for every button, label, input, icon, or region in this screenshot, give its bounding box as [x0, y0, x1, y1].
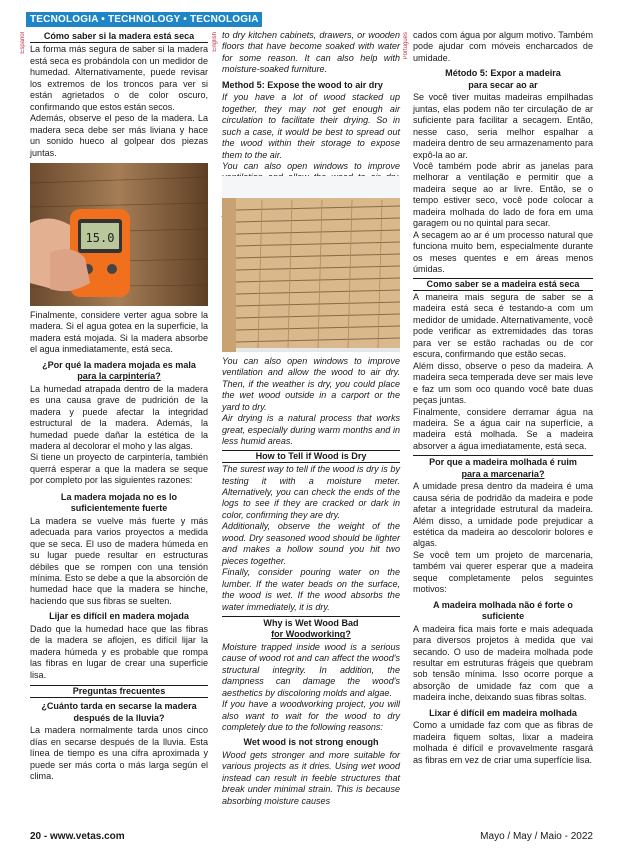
- paragraph: If you have a lot of wood stacked up together, they may not get enough air circulation to facilitate their drying. So in such a case, it would be best to spread out the wood within their storage to expose them to the air.: [222, 92, 400, 160]
- heading-metodo-5: Método 5: Expor a madeira para secar ao ar: [445, 68, 561, 90]
- heading-not-strong: Wet wood is not strong enough: [243, 737, 379, 748]
- heading-preguntas: Preguntas frecuentes: [30, 685, 208, 698]
- column-english: [222, 30, 400, 807]
- lang-tag-english: English: [212, 32, 218, 52]
- paragraph: Você também pode abrir as janelas para melhorar a ventilação e permitir que a madeira seque ao ar livre. Então, se o tempo estiver seco, você pode colocar a madeira molhada do lado de fora em uma garagem ou no quintal para secar.: [413, 160, 593, 229]
- paragraph: Moisture trapped inside wood is a serious cause of wood rot and can affect the wood's structural integrity. In addition, the dampness can damage the wood's aesthetics by discoloring molds and algae.: [222, 641, 400, 698]
- paragraph: You can also open windows to improve: [222, 160, 400, 171]
- paragraph: Além disso, observe o peso da madeira. A madeira seca temperada deve ser mais leve e faz um som oco quando você bate duas peças juntas.: [413, 360, 593, 406]
- paragraph: A maneira mais segura de saber se a madeira está seca é testando-a com um medidor de umidade. Alternativamente, você pode verificar as extremidades das toras para ver se estão rachadas ou de cor escura, confirmando que estão secas.: [413, 291, 593, 360]
- paragraph: Se você tiver muitas madeiras empilhadas juntas, elas podem não ter circulação de ar suficiente para facilitar a secagem. Então, nesse caso, seria melhor espalhar a madeira dentro de seu armazenamento para expô-la ao ar.: [413, 92, 593, 160]
- meter-reading: 15.0: [85, 230, 115, 245]
- paragraph: Se você tem um projeto de marcenaria, também vai querer esperar que a madeira seque completamente pelos seguintes motivos:: [413, 549, 593, 595]
- section-banner: TECNOLOGIA • TECHNOLOGY • TECNOLOGIA: [26, 12, 262, 27]
- lang-tag-portuguese: Português: [403, 32, 409, 60]
- paragraph: La madera normalmente tarda unos cinco días en secarse después de la lluvia. Esta línea de tiempo es una cifra aproximada y puede ser más corta o más larga según el clima.: [30, 725, 208, 782]
- heading-por-que: ¿Por qué la madera mojada es mala para la carpintería?: [42, 359, 196, 382]
- heading-why-wet: Why is Wet Wood Bad for Woodworking?: [222, 616, 400, 641]
- heading-lixar: Lixar é difícil em madeira molhada: [429, 707, 577, 718]
- paragraph: Finally, consider pouring water on the lumber. If the water beads on the surface, the wood is wet. If the wood absorbs the water immediately, it is dry.: [222, 567, 400, 612]
- paragraph: Dado que la humedad hace que las fibras de la madera se aflojen, es difícil lijar la madera húmeda y es probable que rompa las fibras en lugar de crear una superficie lisa.: [30, 623, 208, 680]
- paragraph: Si tiene un proyecto de carpintería, también querrá esperar a que la madera se seque por completo por las siguientes razones:: [30, 452, 208, 486]
- paragraph: La humedad atrapada dentro de la madera es una causa grave de pudrición de la madera y puede afectar la integridad estructural de la madera. Además, la humedad puede dañar la estética de la madera al decolorar el moho y las algas.: [30, 383, 208, 451]
- paragraph: Air drying is a natural process that works great, especially during warm months and in less humid areas.: [222, 413, 400, 447]
- paragraph: Additionally, observe the weight of the wood. Dry seasoned wood should be lighter and makes a hollow sound you hit two pieces together.: [222, 521, 400, 566]
- column-portuguese: [413, 30, 593, 766]
- column-spanish: [30, 30, 208, 783]
- heading-como-saber: Cómo saber si la madera está seca: [30, 31, 208, 43]
- heading-how-to-tell: How to Tell if Wood is Dry: [222, 450, 400, 463]
- paragraph: You can also open windows to improve ventilation and allow the wood to air dry. Then, if the weather is dry, you could place the wet wood outside in a carport or the yard to dry.: [222, 355, 400, 412]
- paragraph: A madeira fica mais forte e mais adequada para diversos projetos à medida que vai secando. O uso de madeira molhada pode resultar em estruturas frágeis que quebram sob tensão mínima. Isso ocorre porque a absorção de umidade faz com que a madeira inche, deixando suas fibras soltas.: [413, 623, 593, 703]
- heading-method-5: Method 5: Expose the wood to air dry: [222, 79, 383, 90]
- paragraph: A umidade presa dentro da madeira é uma causa séria de podridão da madeira e pode afetar a integridade estrutural da madeira. Além disso, a umidade pode prejudicar a estética da madeira ao descolorir bolores e algas.: [413, 481, 593, 549]
- moisture-meter-photo: [30, 163, 208, 306]
- paragraph: Además, observe el peso de la madera. La madera seca debe ser más liviana y hace un sonido hueco al golpear dos piezas juntas.: [30, 113, 208, 158]
- stacked-lumber-photo: [222, 176, 400, 352]
- heading-lijar: Lijar es difícil en madera mojada: [49, 611, 189, 622]
- paragraph: to dry kitchen cabinets, drawers, or wooden floors that have become soaked with water for some reason. It can also help with moisture-soaked furniture.: [222, 30, 400, 75]
- paragraph: The surest way to tell if the wood is dry is by testing it with a moisture meter. Alternatively, you can check the ends of the logs to see if they are cracked or dark in color, confirming they are dry.: [222, 464, 400, 520]
- paragraph: La madera se vuelve más fuerte y más adecuada para varios proyectos a medida que se seca. El uso de madera húmeda en su lugar puede resultar en estructuras débiles que se rompen con una tensión mínima. Esto se debe a que la absorción de humedad hace que la madera se hinche, haciendo que sus fibras se suelten.: [30, 515, 208, 606]
- paragraph: Wood gets stronger and more suitable for various projects as it dries. Using wet wood instead can result in feeble structures that break under minimal strain. This is because absorbing moisture causes: [222, 749, 400, 806]
- heading-no-fuerte: La madera mojada no es lo suficientemente fuerte: [60, 491, 178, 514]
- footer-issue-date: Mayo / May / Maio - 2022: [480, 831, 593, 842]
- heading-por-que-pt: Por que a madeira molhada é ruim para a marcenaria?: [413, 455, 593, 480]
- paragraph: Como a umidade faz com que as fibras de madeira fiquem soltas, lixar a madeira molhada é difícil e provavelmente rasgará as fibras em vez de criar uma superfície lisa.: [413, 720, 593, 765]
- heading-como-saber-pt: Como saber se a madeira está seca: [413, 278, 593, 291]
- paragraph: If you have a woodworking project, you will also want to wait for the wood to dry completely due to the following reasons:: [222, 699, 400, 733]
- heading-nao-forte: A madeira molhada não é forte o suficiente: [433, 599, 573, 622]
- paragraph: A secagem ao ar é um processo natural que funciona muito bem, especialmente durante os meses quentes e em áreas menos úmidas.: [413, 229, 593, 275]
- paragraph: cados com água por algum motivo. Também pode ajudar com móveis encharcados de umidade.: [413, 30, 593, 63]
- paragraph: La forma más segura de saber si la madera está seca es probándola con un medidor de humedad. Alternativamente, puede revisar los extremos de los troncos para ver si están agrietados o de color oscuro, confirmando que estos están secos.: [30, 44, 208, 112]
- heading-cuanto-tarda: ¿Cuánto tarda en secarse la madera después de la lluvia?: [41, 701, 197, 723]
- lang-tag-spanish: Español: [20, 32, 26, 54]
- paragraph: Finalmente, considere derramar água na madeira. Se a água cair na superfície, a madeira está molhada. Se a madeira absorver a água imediatamente, está seca.: [413, 406, 593, 451]
- paragraph: Finalmente, considere verter agua sobre la madera. Si el agua gotea en la superficie, la madera está mojada. Si la madera absorbe el agua inmediatamente, está seca.: [30, 309, 208, 355]
- footer-page-site: 20 - www.vetas.com: [30, 831, 125, 842]
